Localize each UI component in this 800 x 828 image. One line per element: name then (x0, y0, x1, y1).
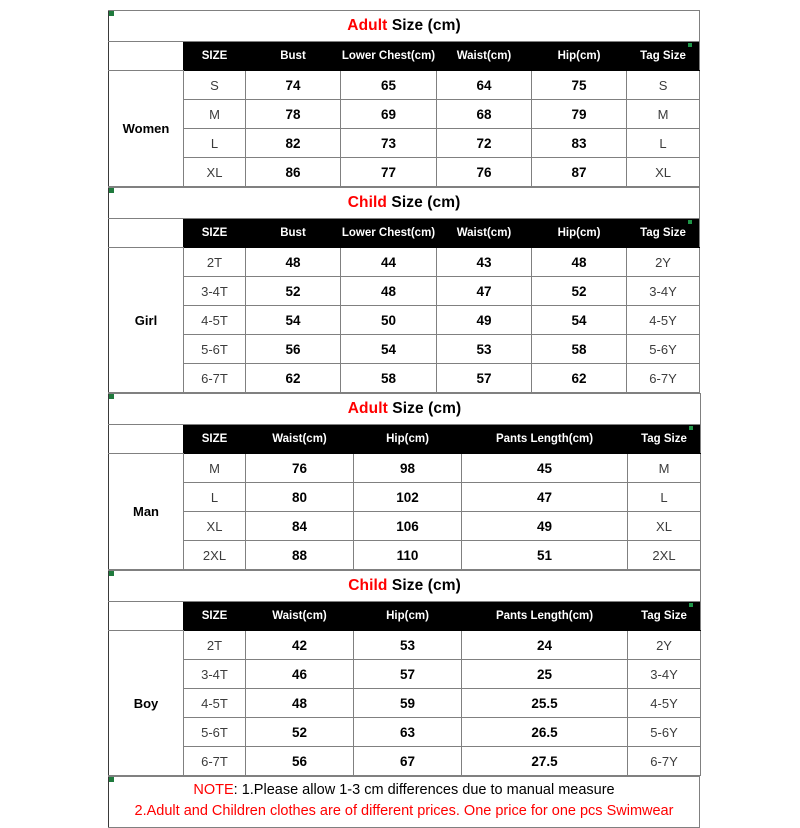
column-header-bust: Bust (246, 219, 341, 248)
column-header-waist-cm-: Waist(cm) (246, 425, 354, 454)
cell-measure: 52 (532, 277, 627, 306)
column-header-lower-chest-cm-: Lower Chest(cm) (341, 219, 437, 248)
table-row (109, 541, 701, 570)
column-header-size: SIZE (184, 425, 246, 454)
table-row (109, 129, 700, 158)
cell-measure: 74 (246, 71, 341, 100)
size-table-women (108, 10, 700, 187)
section-title-row (109, 188, 700, 219)
header-marker-icon (688, 220, 692, 224)
column-header-bust: Bust (246, 42, 341, 71)
cell-measure: 54 (341, 335, 437, 364)
size-table-girl (108, 187, 700, 393)
cell-measure: 84 (246, 512, 354, 541)
cell-size: L (184, 483, 246, 512)
corner-marker-icon (109, 571, 114, 576)
cell-size: 2T (184, 631, 246, 660)
cell-size: 3-4T (184, 660, 246, 689)
section-title (109, 11, 700, 42)
cell-tag-size: L (627, 129, 700, 158)
section-title-rest: Size (cm) (387, 400, 462, 417)
cell-measure: 43 (437, 248, 532, 277)
table-row (109, 306, 700, 335)
cell-tag-size: 3-4Y (627, 277, 700, 306)
column-header-lower-chest-cm-: Lower Chest(cm) (341, 42, 437, 71)
cell-measure: 106 (354, 512, 462, 541)
cell-measure: 50 (341, 306, 437, 335)
cell-measure: 77 (341, 158, 437, 187)
cell-measure: 27.5 (462, 747, 628, 776)
column-header-hip-cm-: Hip(cm) (532, 219, 627, 248)
cell-tag-size: 5-6Y (628, 718, 701, 747)
cell-size: 6-7T (184, 747, 246, 776)
cell-measure: 44 (341, 248, 437, 277)
table-row (109, 718, 701, 747)
cell-size: 2XL (184, 541, 246, 570)
cell-measure: 88 (246, 541, 354, 570)
category-header-blank (109, 219, 184, 248)
cell-measure: 48 (341, 277, 437, 306)
cell-measure: 57 (354, 660, 462, 689)
cell-measure: 73 (341, 129, 437, 158)
cell-size: M (184, 100, 246, 129)
category-header-blank (109, 42, 184, 71)
cell-size: S (184, 71, 246, 100)
note-line-1-text: : 1.Please allow 1-3 cm differences due to manual measure (233, 782, 615, 798)
cell-size: 5-6T (184, 718, 246, 747)
corner-marker-icon (109, 188, 114, 193)
column-header-waist-cm-: Waist(cm) (437, 42, 532, 71)
cell-measure: 47 (462, 483, 628, 512)
table-row (109, 660, 701, 689)
cell-measure: 25.5 (462, 689, 628, 718)
cell-measure: 53 (354, 631, 462, 660)
cell-measure: 82 (246, 129, 341, 158)
cell-measure: 49 (462, 512, 628, 541)
cell-measure: 47 (437, 277, 532, 306)
table-row (109, 100, 700, 129)
section-title-highlight: Child (348, 577, 388, 594)
column-header-row (109, 219, 700, 248)
cell-measure: 75 (532, 71, 627, 100)
cell-measure: 48 (532, 248, 627, 277)
table-row (109, 454, 701, 483)
cell-measure: 54 (246, 306, 341, 335)
column-header-waist-cm-: Waist(cm) (246, 602, 354, 631)
cell-measure: 24 (462, 631, 628, 660)
section-title-row (109, 571, 701, 602)
table-row (109, 277, 700, 306)
note-table (108, 776, 700, 828)
column-header-row (109, 42, 700, 71)
cell-size: XL (184, 158, 246, 187)
cell-measure: 62 (532, 364, 627, 393)
table-row (109, 747, 701, 776)
section-title-row (109, 394, 701, 425)
cell-measure: 79 (532, 100, 627, 129)
cell-measure: 58 (341, 364, 437, 393)
cell-tag-size: XL (628, 512, 701, 541)
column-header-pants-length-cm-: Pants Length(cm) (462, 425, 628, 454)
column-header-waist-cm-: Waist(cm) (437, 219, 532, 248)
cell-measure: 46 (246, 660, 354, 689)
category-label-man: Man (109, 454, 184, 570)
cell-measure: 72 (437, 129, 532, 158)
cell-measure: 42 (246, 631, 354, 660)
note-block (109, 777, 700, 828)
cell-tag-size: 4-5Y (627, 306, 700, 335)
cell-measure: 45 (462, 454, 628, 483)
cell-measure: 63 (354, 718, 462, 747)
column-header-hip-cm-: Hip(cm) (532, 42, 627, 71)
cell-size: 4-5T (184, 306, 246, 335)
section-title-highlight: Child (347, 194, 387, 211)
section-title (109, 394, 701, 425)
cell-tag-size: 3-4Y (628, 660, 701, 689)
table-row (109, 689, 701, 718)
table-row (109, 248, 700, 277)
cell-size: 3-4T (184, 277, 246, 306)
cell-tag-size: XL (627, 158, 700, 187)
cell-size: M (184, 454, 246, 483)
cell-measure: 67 (354, 747, 462, 776)
cell-size: 5-6T (184, 335, 246, 364)
column-header-tag-size: Tag Size (627, 219, 700, 248)
column-header-size: SIZE (184, 42, 246, 71)
corner-marker-icon (109, 394, 114, 399)
cell-tag-size: 4-5Y (628, 689, 701, 718)
cell-measure: 51 (462, 541, 628, 570)
cell-measure: 86 (246, 158, 341, 187)
section-title-row (109, 11, 700, 42)
cell-measure: 98 (354, 454, 462, 483)
cell-measure: 68 (437, 100, 532, 129)
size-table-boy (108, 570, 701, 776)
column-header-hip-cm-: Hip(cm) (354, 602, 462, 631)
category-label-girl: Girl (109, 248, 184, 393)
cell-size: XL (184, 512, 246, 541)
cell-measure: 57 (437, 364, 532, 393)
cell-measure: 53 (437, 335, 532, 364)
cell-measure: 26.5 (462, 718, 628, 747)
section-title (109, 188, 700, 219)
cell-tag-size: S (627, 71, 700, 100)
header-marker-icon (689, 426, 693, 430)
cell-tag-size: 2XL (628, 541, 701, 570)
table-row (109, 512, 701, 541)
column-header-size: SIZE (184, 602, 246, 631)
cell-tag-size: M (627, 100, 700, 129)
cell-measure: 87 (532, 158, 627, 187)
section-title-rest: Size (cm) (386, 194, 461, 211)
cell-measure: 69 (341, 100, 437, 129)
cell-measure: 62 (246, 364, 341, 393)
column-header-tag-size: Tag Size (628, 425, 701, 454)
cell-measure: 83 (532, 129, 627, 158)
cell-measure: 80 (246, 483, 354, 512)
table-row (109, 158, 700, 187)
table-row (109, 335, 700, 364)
column-header-tag-size: Tag Size (627, 42, 700, 71)
column-header-row (109, 425, 701, 454)
cell-size: 4-5T (184, 689, 246, 718)
cell-measure: 48 (246, 248, 341, 277)
table-row (109, 71, 700, 100)
cell-measure: 78 (246, 100, 341, 129)
table-row (109, 483, 701, 512)
category-header-blank (109, 602, 184, 631)
cell-measure: 56 (246, 747, 354, 776)
column-header-size: SIZE (184, 219, 246, 248)
header-marker-icon (688, 43, 692, 47)
cell-tag-size: 2Y (627, 248, 700, 277)
note-row (109, 777, 700, 828)
cell-measure: 64 (437, 71, 532, 100)
cell-measure: 58 (532, 335, 627, 364)
section-title-highlight: Adult (347, 17, 388, 34)
section-title-highlight: Adult (347, 400, 388, 417)
cell-measure: 102 (354, 483, 462, 512)
size-chart (108, 10, 700, 828)
cell-measure: 65 (341, 71, 437, 100)
cell-measure: 76 (437, 158, 532, 187)
cell-size: L (184, 129, 246, 158)
corner-marker-icon (109, 777, 114, 782)
corner-marker-icon (109, 11, 114, 16)
column-header-tag-size: Tag Size (628, 602, 701, 631)
size-table-man (108, 393, 701, 570)
cell-tag-size: 6-7Y (628, 747, 701, 776)
cell-measure: 52 (246, 277, 341, 306)
cell-measure: 25 (462, 660, 628, 689)
cell-measure: 52 (246, 718, 354, 747)
cell-measure: 110 (354, 541, 462, 570)
cell-measure: 48 (246, 689, 354, 718)
category-label-women: Women (109, 71, 184, 187)
cell-measure: 54 (532, 306, 627, 335)
cell-tag-size: 6-7Y (627, 364, 700, 393)
note-label: NOTE (193, 782, 234, 798)
cell-size: 6-7T (184, 364, 246, 393)
table-row (109, 631, 701, 660)
category-label-boy: Boy (109, 631, 184, 776)
cell-tag-size: M (628, 454, 701, 483)
cell-measure: 59 (354, 689, 462, 718)
column-header-hip-cm-: Hip(cm) (354, 425, 462, 454)
section-title-rest: Size (cm) (387, 577, 461, 594)
cell-size: 2T (184, 248, 246, 277)
cell-tag-size: 5-6Y (627, 335, 700, 364)
cell-measure: 56 (246, 335, 341, 364)
header-marker-icon (689, 603, 693, 607)
column-header-pants-length-cm-: Pants Length(cm) (462, 602, 628, 631)
category-header-blank (109, 425, 184, 454)
note-line-2: 2.Adult and Children clothes are of different prices. One price for one pcs Swimwear (134, 803, 674, 819)
cell-measure: 76 (246, 454, 354, 483)
table-row (109, 364, 700, 393)
cell-tag-size: 2Y (628, 631, 701, 660)
section-title-rest: Size (cm) (387, 17, 461, 34)
cell-tag-size: L (628, 483, 701, 512)
note-line-1 (109, 780, 699, 801)
section-title (109, 571, 701, 602)
column-header-row (109, 602, 701, 631)
cell-measure: 49 (437, 306, 532, 335)
